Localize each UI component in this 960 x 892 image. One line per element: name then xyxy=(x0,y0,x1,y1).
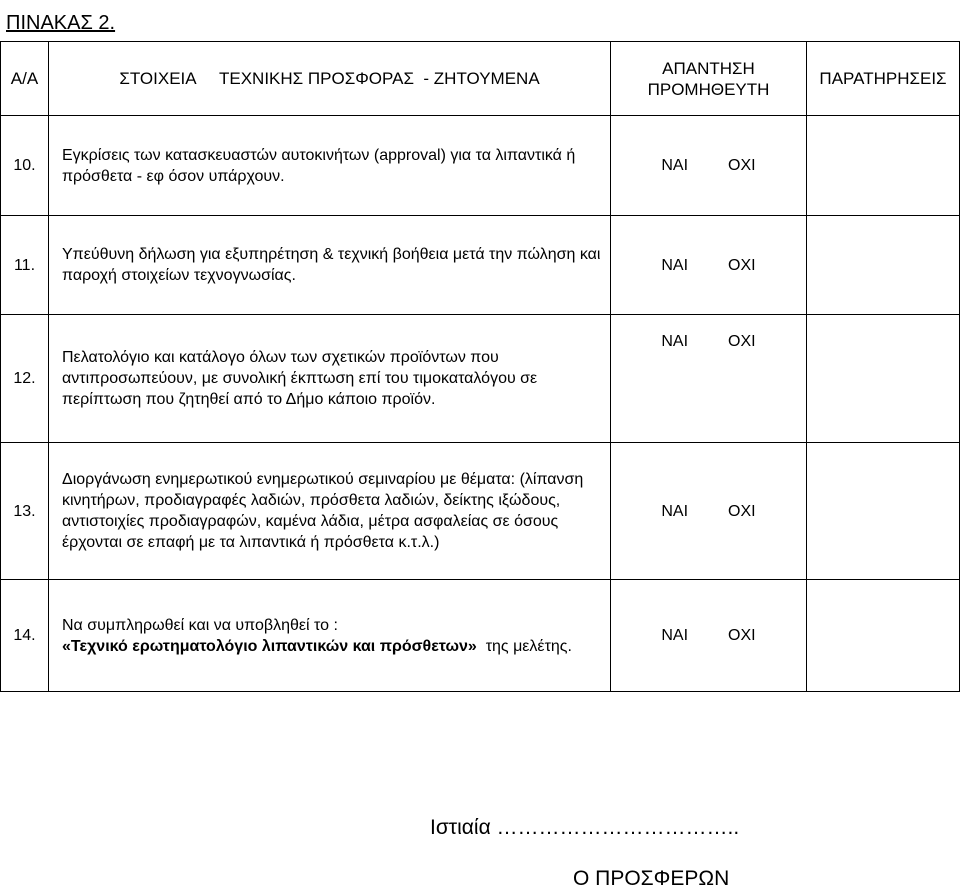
row-notes[interactable] xyxy=(807,116,960,216)
row-notes[interactable] xyxy=(807,580,960,692)
questionnaire-title: «Τεχνικό ερωτηματολόγιο λιπαντικών και πρόσθετων» xyxy=(62,637,477,655)
technical-offer-table xyxy=(0,41,960,692)
header-answer-line1: ΑΠΑΝΤΗΣΗ xyxy=(662,58,755,78)
row-number: 11. xyxy=(1,216,49,315)
row-number: 10. xyxy=(1,116,49,216)
row-description-tail: της μελέτης. xyxy=(476,637,572,655)
header-num: Α/Α xyxy=(1,42,49,116)
row-description: Υπεύθυνη δήλωση για εξυπηρέτηση & τεχνική βοήθεια μετά την πώληση και παροχή στοιχείων τεχνογνωσίας. xyxy=(49,216,611,315)
row-answer xyxy=(611,216,807,315)
answer-no[interactable]: ΟΧΙ xyxy=(728,157,756,174)
answer-no[interactable]: ΟΧΙ xyxy=(728,333,756,350)
row-description-line2 xyxy=(62,636,602,657)
table-row xyxy=(1,216,960,315)
answer-yes[interactable]: ΝΑΙ xyxy=(661,157,689,174)
answer-yes[interactable]: ΝΑΙ xyxy=(661,256,689,274)
row-number: 12. xyxy=(1,315,49,443)
row-notes[interactable] xyxy=(807,216,960,315)
header-notes: ΠΑΡΑΤΗΡΗΣΕΙΣ xyxy=(807,42,960,116)
table-row xyxy=(1,443,960,580)
header-answer-line2: ΠΡΟΜΗΘΕΥΤΗ xyxy=(647,79,770,99)
header-answer xyxy=(611,42,807,116)
row-description xyxy=(49,580,611,692)
place-signature-line: Ιστιαία …………………………….. xyxy=(430,816,740,839)
row-description-line1: Να συμπληρωθεί και να υποβληθεί το : xyxy=(62,616,338,634)
row-description: Διοργάνωση ενημερωτικού ενημερωτικού σεμιναρίου με θέματα: (λίπανση κινητήρων, προδιαγραφές λαδιών, πρόσθετα λαδιών, δείκτης ιξώδους, αντιστοιχίες προδιαγραφών, καμένα λάδια, μέτρα ασφαλείας σε όσους έρχονται σε επαφή με τα λιπαντικά ή πρόσθετα κ.τ.λ.) xyxy=(49,443,611,580)
row-number: 13. xyxy=(1,443,49,580)
row-notes[interactable] xyxy=(807,443,960,580)
table-row xyxy=(1,116,960,216)
answer-no[interactable]: ΟΧΙ xyxy=(728,627,756,644)
answer-yes[interactable]: ΝΑΙ xyxy=(661,627,689,644)
row-answer xyxy=(611,116,807,216)
row-answer xyxy=(611,580,807,692)
answer-yes[interactable]: ΝΑΙ xyxy=(661,502,689,520)
answer-yes[interactable]: ΝΑΙ xyxy=(661,333,689,350)
header-description: ΣΤΟΙΧΕΙΑ ΤΕΧΝΙΚΗΣ ΠΡΟΣΦΟΡΑΣ - ΖΗΤΟΥΜΕΝΑ xyxy=(49,42,611,116)
signer-label: Ο ΠΡΟΣΦΕΡΩΝ xyxy=(573,867,730,890)
table-header-row xyxy=(1,42,960,116)
row-notes[interactable] xyxy=(807,315,960,443)
table-title: ΠΙΝΑΚΑΣ 2. xyxy=(6,12,116,34)
row-description: Πελατολόγιο και κατάλογο όλων των σχετικών προϊόντων που αντιπροσωπεύουν, με συνολική έκπτωση επί του τιμοκαταλόγου σε περίπτωση που ζητηθεί από το Δήμο κάποιο προϊόν. xyxy=(49,315,611,443)
row-number: 14. xyxy=(1,580,49,692)
answer-no[interactable]: ΟΧΙ xyxy=(728,502,756,520)
answer-no[interactable]: ΟΧΙ xyxy=(728,256,756,274)
row-description: Εγκρίσεις των κατασκευαστών αυτοκινήτων (approval) για τα λιπαντικά ή πρόσθετα - εφ όσον υπάρχουν. xyxy=(49,116,611,216)
row-answer xyxy=(611,443,807,580)
row-answer xyxy=(611,315,807,443)
table-row xyxy=(1,580,960,692)
table-row xyxy=(1,315,960,443)
